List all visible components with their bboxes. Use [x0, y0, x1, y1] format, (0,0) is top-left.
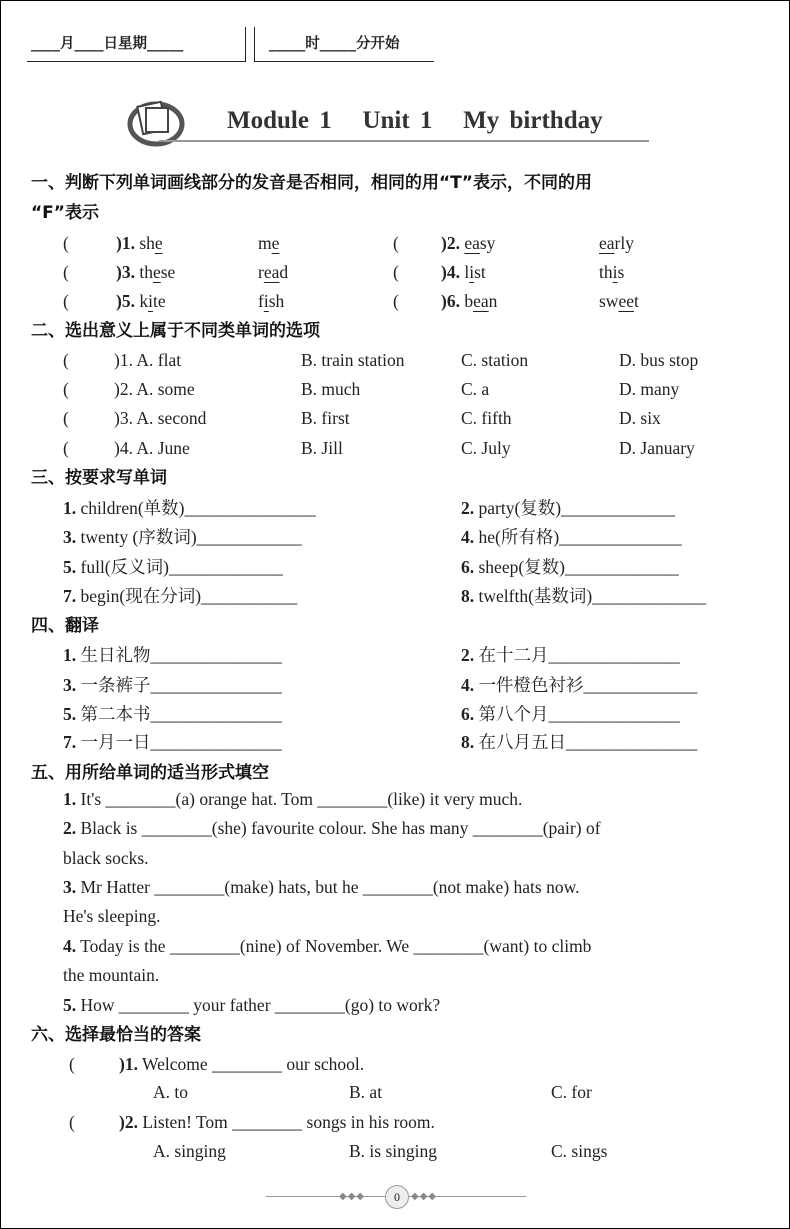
- section-heading: 一、判断下列单词画线部分的发音是否相同，相同的用“T”表示，不同的用: [31, 173, 592, 193]
- fill-item: [63, 644, 282, 666]
- word-item: [258, 261, 288, 283]
- section-heading: 三、按要求写单词: [31, 468, 167, 488]
- answer-paren: (: [69, 1112, 75, 1132]
- underlined-part: e: [154, 233, 163, 253]
- question-stem: [119, 1111, 435, 1133]
- answer-paren: (: [63, 262, 69, 282]
- word-item: [258, 232, 279, 254]
- answer-paren: (: [393, 262, 399, 282]
- item-number: )1.: [116, 233, 135, 253]
- item-number: )3.: [116, 262, 135, 282]
- fill-sentence: [63, 964, 159, 986]
- item-number: 4.: [63, 936, 77, 956]
- item-number: 3.: [63, 877, 77, 897]
- word-part: m: [258, 233, 272, 253]
- underlined-part: i: [148, 291, 153, 311]
- item-text: 一条裤子_______________: [76, 675, 282, 695]
- word-part: sh: [268, 291, 285, 311]
- item-text: he(所有格)______________: [474, 527, 682, 547]
- item-number: 3.: [63, 675, 77, 695]
- item-number: 4.: [461, 675, 475, 695]
- answer-paren: (: [393, 291, 399, 311]
- option: B. train station: [301, 350, 405, 370]
- item-text: black socks.: [63, 848, 149, 868]
- item-text: Today is the ________(nine) of November. We ________(want) to climb: [76, 936, 592, 956]
- word-item: [599, 261, 624, 283]
- word-part: b: [459, 291, 474, 311]
- answer-paren: (: [393, 233, 399, 253]
- option: C. station: [461, 350, 529, 370]
- option: )4. A. June: [114, 438, 190, 458]
- fill-sentence: [63, 817, 601, 839]
- item-number: )2.: [441, 233, 460, 253]
- footer-diamonds-left: ◆◆◆: [339, 1191, 366, 1202]
- item-number: )4.: [441, 262, 460, 282]
- word-part: te: [152, 291, 166, 311]
- item-text: full(反义词)_____________: [76, 557, 283, 577]
- word-item: [599, 290, 639, 312]
- underlined-part: e: [271, 233, 280, 253]
- footer-diamonds-right: ◆◆◆: [411, 1191, 438, 1202]
- word-item: [441, 232, 495, 254]
- word-item: [441, 261, 486, 283]
- option: B. Jill: [301, 438, 343, 458]
- option: D. bus stop: [619, 350, 699, 370]
- item-text: How ________ your father ________(go) to work?: [76, 995, 441, 1015]
- fill-item: [461, 497, 675, 519]
- option: B. at: [349, 1082, 383, 1102]
- fill-item: [461, 703, 680, 725]
- section-heading: 六、选择最恰当的答案: [31, 1025, 201, 1045]
- item-text: 第二本书_______________: [76, 704, 282, 724]
- underlined-part: ea: [473, 291, 489, 311]
- option: C. July: [461, 438, 511, 458]
- item-text: Listen! Tom ________ songs in his room.: [137, 1112, 435, 1132]
- fill-item: [63, 497, 316, 519]
- item-number: 8.: [461, 732, 475, 752]
- item-number: 7.: [63, 586, 77, 606]
- option: C. fifth: [461, 408, 512, 428]
- item-number: 1.: [63, 789, 77, 809]
- header-divider: [245, 27, 246, 62]
- fill-sentence: [63, 994, 440, 1016]
- fill-item: [63, 526, 302, 548]
- title-rule: [159, 140, 649, 142]
- item-text: begin(现在分词)___________: [76, 586, 298, 606]
- item-number: )2.: [119, 1112, 138, 1132]
- page-number: 0: [385, 1185, 409, 1209]
- fill-item: [63, 703, 282, 725]
- item-number: 5.: [63, 995, 77, 1015]
- item-text: Welcome ________ our school.: [137, 1054, 365, 1074]
- start-time-field: _____时_____分开始: [269, 36, 400, 52]
- word-part: rly: [614, 233, 634, 253]
- word-part: st: [474, 262, 486, 282]
- fill-sentence: [63, 905, 160, 927]
- item-number: )1.: [119, 1054, 138, 1074]
- word-part: th: [599, 262, 613, 282]
- item-number: 1.: [63, 645, 77, 665]
- fill-item: [461, 731, 697, 753]
- word-part: f: [258, 291, 264, 311]
- word-part: sy: [479, 233, 496, 253]
- option: B. first: [301, 408, 350, 428]
- word-part: d: [279, 262, 289, 282]
- question-stem: [119, 1053, 364, 1075]
- option: C. a: [461, 379, 490, 399]
- fill-item: [461, 556, 679, 578]
- answer-paren: (: [63, 408, 69, 428]
- item-text: Black is ________(she) favourite colour. She has many ________(pair) of: [76, 818, 601, 838]
- item-number: 6.: [461, 704, 475, 724]
- section-heading: 二、选出意义上属于不同类单词的选项: [31, 321, 320, 341]
- option: C. sings: [551, 1141, 608, 1161]
- fill-item: [461, 644, 680, 666]
- word-part: th: [134, 262, 153, 282]
- option: A. singing: [153, 1141, 226, 1161]
- item-text: It's ________(a) orange hat. Tom ________(like) it very much.: [76, 789, 523, 809]
- header-rule-right: [254, 61, 434, 62]
- fill-item: [63, 731, 282, 753]
- underlined-part: ea: [599, 233, 615, 253]
- answer-paren: (: [63, 291, 69, 311]
- item-text: twelfth(基数词)_____________: [474, 586, 706, 606]
- fill-item: [461, 585, 706, 607]
- word-part: l: [459, 262, 470, 282]
- item-number: 8.: [461, 586, 475, 606]
- item-number: 2.: [461, 645, 475, 665]
- word-part: t: [634, 291, 639, 311]
- option: D. many: [619, 379, 680, 399]
- item-number: 1.: [63, 498, 77, 518]
- word-part: n: [488, 291, 498, 311]
- fill-item: [461, 526, 682, 548]
- underlined-part: i: [469, 262, 475, 282]
- header-divider: [254, 27, 255, 62]
- option: B. is singing: [349, 1141, 438, 1161]
- word-part: sw: [599, 291, 619, 311]
- option: D. six: [619, 408, 661, 428]
- option: A. to: [153, 1082, 188, 1102]
- fill-item: [63, 556, 283, 578]
- item-number: 5.: [63, 557, 77, 577]
- option: B. much: [301, 379, 361, 399]
- word-item: [258, 290, 284, 312]
- word-part: k: [134, 291, 149, 311]
- option: )1. A. flat: [114, 350, 182, 370]
- word-item: [116, 261, 175, 283]
- option: )3. A. second: [114, 408, 207, 428]
- item-number: 3.: [63, 527, 77, 547]
- option: C. for: [551, 1082, 592, 1102]
- answer-paren: (: [69, 1054, 75, 1074]
- item-number: 2.: [63, 818, 77, 838]
- underlined-part: i: [263, 291, 269, 311]
- item-text: 在十二月_______________: [474, 645, 680, 665]
- item-text: 一件橙色衬衫_____________: [474, 675, 698, 695]
- word-part: s: [617, 262, 625, 282]
- fill-sentence: [63, 788, 522, 810]
- item-text: 在八月五日_______________: [474, 732, 698, 752]
- underlined-part: ea: [263, 262, 280, 282]
- answer-paren: (: [63, 438, 69, 458]
- word-item: [116, 232, 163, 254]
- fill-sentence: [63, 847, 149, 869]
- item-text: party(复数)_____________: [474, 498, 675, 518]
- page-title: Module 1 Unit 1 My birthday: [227, 107, 603, 134]
- item-number: 7.: [63, 732, 77, 752]
- item-text: 第八个月_______________: [474, 704, 680, 724]
- item-number: 2.: [461, 498, 475, 518]
- option: D. January: [619, 438, 695, 458]
- fill-item: [63, 674, 282, 696]
- item-text: sheep(复数)_____________: [474, 557, 679, 577]
- answer-paren: (: [63, 350, 69, 370]
- item-number: )6.: [441, 291, 460, 311]
- underlined-part: ea: [464, 233, 480, 253]
- underlined-part: ee: [618, 291, 634, 311]
- item-text: Mr Hatter ________(make) hats, but he ________(not make) hats now.: [76, 877, 580, 897]
- item-text: 生日礼物_______________: [76, 645, 282, 665]
- section-heading: “F”表示: [31, 203, 99, 223]
- fill-sentence: [63, 876, 579, 898]
- item-number: )5.: [116, 291, 135, 311]
- item-text: twenty (序数词)____________: [76, 527, 302, 547]
- option: )2. A. some: [114, 379, 195, 399]
- fill-item: [63, 585, 297, 607]
- word-item: [599, 232, 634, 254]
- header-rule-left: [27, 61, 245, 62]
- item-text: the mountain.: [63, 965, 160, 985]
- item-text: He's sleeping.: [63, 906, 161, 926]
- underlined-part: e: [152, 262, 161, 282]
- item-number: 6.: [461, 557, 475, 577]
- underlined-part: i: [612, 262, 618, 282]
- section-heading: 五、用所给单词的适当形式填空: [31, 763, 269, 783]
- date-field: ____月____日星期_____: [31, 36, 184, 52]
- word-part: sh: [134, 233, 155, 253]
- word-item: [441, 290, 497, 312]
- item-text: 一月一日_______________: [76, 732, 282, 752]
- word-item: [116, 290, 166, 312]
- item-number: 4.: [461, 527, 475, 547]
- word-part: r: [258, 262, 264, 282]
- fill-sentence: [63, 935, 591, 957]
- fill-item: [461, 674, 697, 696]
- section-heading: 四、翻译: [31, 616, 99, 636]
- answer-paren: (: [63, 233, 69, 253]
- answer-paren: (: [63, 379, 69, 399]
- item-number: 5.: [63, 704, 77, 724]
- item-text: children(单数)_______________: [76, 498, 316, 518]
- word-part: se: [160, 262, 176, 282]
